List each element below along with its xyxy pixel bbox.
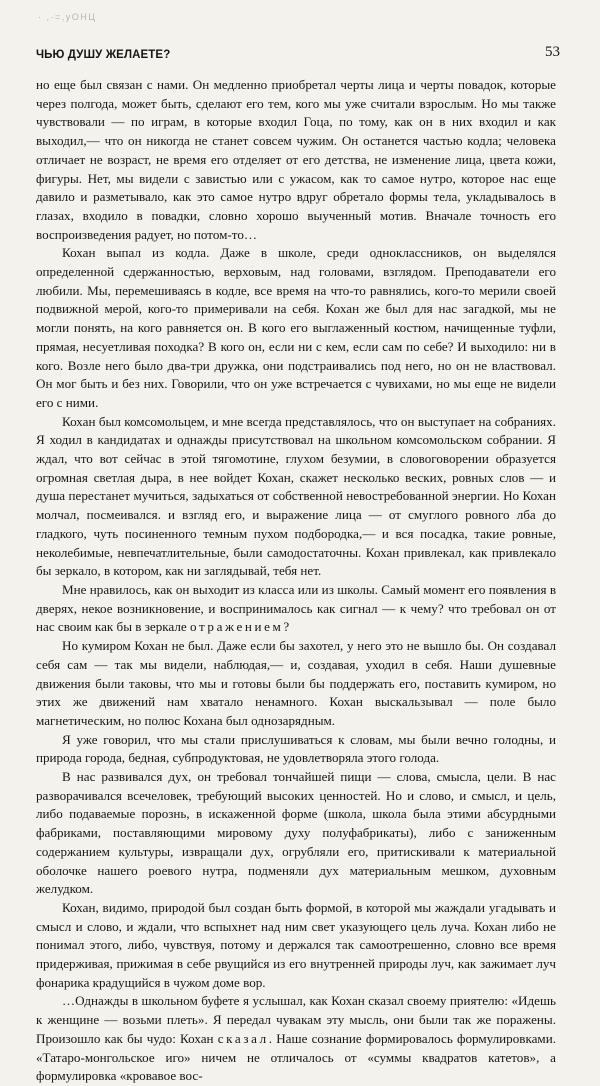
paragraph-3: Кохан был комсомольцем, и мне всегда представлялось, что он выступает на собраниях. Я ходил в кандидатах и однажды присутствовал на школьном комсомольском собрании. Я ждал, что вот сейчас в этой тягомотине, глухом безумии, в словоговорении образуется огромная светлая дыра, в нее войдет Кохан, скажет несколько веских, ровных слов — и душа перестанет мучиться, задыхаться от собственной невостребованной энергии. Но Кохан молчал, посмеивался. и взгляд его, и выражение лица — от смуглого ровного лба до гладкого, чуть посиненного темным пухом подбородка,— и вся посадка, такие ровные, неколебимые, невпечатлительные, были самодостаточны. Кохан привлекал, как привлекало бы зеркало, в котором, как ни заглядывай, тебя нет. xyxy=(36,413,556,579)
paragraph-5: Но кумиром Кохан не был. Даже если бы захотел, у него это не вышло бы. Он создавал себя сам — так мы видели, наблюдая,— и, создавая, уходил в себя. Наши душевные движения были таковы, что мы и готовы были бы поддержать его, поставить кумиром, но этих же движений нам хватало ненамного. Кохан выскальзывал — поле было магнетическим, но полюс Кохана был однозарядным. xyxy=(36,638,556,728)
paragraph-4-text: Мне нравилось, как он выходит из класса или из школы. Самый момент его появления в дверях, некое возникновение, и воспринималось как сигнал — к чему? что требовал он от нас своим как бы в зеркале xyxy=(36,581,556,635)
paragraph-4-end: ? xyxy=(283,619,290,635)
running-title: ЧЬЮ ДУШУ ЖЕЛАЕТЕ? xyxy=(36,49,171,61)
paragraph-1: но еще был связан с нами. Он медленно приобретал черты лица и черты повадок, которые через полгода, может быть, сделают его тем, кого мы уже считали взрослым. Но мы также чувствовали — по играм, в которые входил Гоца, по тому, как он в них входил и как выходил,— что он никогда не станет совсем чужим. Он останется частью кодла; человека отличает не возраст, не время его отделяет от его детства, не изменение лица, цвета кожи, фигуры. Нет, мы видели с завистью или с ужасом, как то самое нутро, которое нас еще давило и разметывало, как это самое нутро вдруг обретало формы тела, укладывалось в глазах, входило в повадки, словно хорошо выученный мотив. Вначале точность его воспроизведения радует, но потом-то… xyxy=(36,77,556,242)
paragraph-2: Кохан выпал из кодла. Даже в школе, среди одноклассников, он выделялся определенной сдержанностью, верховым, над головами, взглядом. Преподаватели его любили. Мы, перемешиваясь в кодле, все время на что-то равнялись, кого-то мерили своей подвижной мерой, кого-то примеривали на себя. Кохан же был для нас загадкой, мы не могли понять, на кого равняется он. В кого его выглаженный костюм, начищенные туфли, прямая, несуетливая походка? В кого он, если ни с кем, если сам по себе? И выходило: ни в кого. Возле него было два-три дружка, они подстраивались под него, но он не властвовал. Он мог быть и без них. Говорили, что он уже встречается с чувихами, но мы еще не видели его с ними. xyxy=(36,245,556,410)
paragraph-6: Я уже говорил, что мы стали прислушиваться к словам, мы были вечно голодны, и природа города, бедная, субпродуктовая, не удовлетворяла этого голода. xyxy=(36,731,556,766)
paragraph-7: В нас развивался дух, он требовал тончайшей пищи — слова, смысла, цели. В нас разворачивался всечеловек, требующий высоких ценностей. Но и слово, и смысл, и цель, либо подаваемые порознь, в искаженной форме (школа, школа была этими абсурдными фабриками, поставляющими мировому духу полуфабрикаты), либо с заниженным содержанием культуры, извращали дух, огрубляли его, притискивали к материальной оболочке нашего роевого нутра, подменяли дух материальным мешком, духовным желудком. xyxy=(36,769,556,897)
spaced-emphasis-word: сказал xyxy=(217,1030,269,1046)
paragraph-4 xyxy=(36,581,556,637)
spaced-emphasis-word: отражением xyxy=(189,619,284,635)
body-text xyxy=(36,76,556,1086)
faded-library-stamp: · ,·=,уОНЦ xyxy=(38,12,97,22)
page-header xyxy=(36,46,560,66)
paragraph-9-text: …Однажды в школьном буфете я услышал, как Кохан сказал своему приятелю: «Идешь к женщине — возьми плеть». Я передал чувакам эту мысль, они были так же поражены. Произошло как бы чудо: Кохан xyxy=(36,993,556,1046)
paragraph-9-end: . Наше сознание формировалось формулировками. «Татаро-монгольское иго» ничем не отличалось от «суммы квадратов катетов», а формулировка «кровавое вос- xyxy=(36,1030,556,1084)
page-number: 53 xyxy=(545,44,560,60)
paragraph-9 xyxy=(36,992,556,1086)
paragraph-8: Кохан, видимо, природой был создан быть формой, в которой мы жаждали угадывать и смысл и слово, и ждали, что вспыхнет над ним свет указующего цель луча. Кохан либо не понимал этого, либо, чувствуя, потому и держался так самоотрешенно, словно все время придерживая, прижимая в себе рвущийся из его внутренней природы луч, как зажимает луч фонарика крадущийся в чужом доме вор. xyxy=(36,899,556,990)
